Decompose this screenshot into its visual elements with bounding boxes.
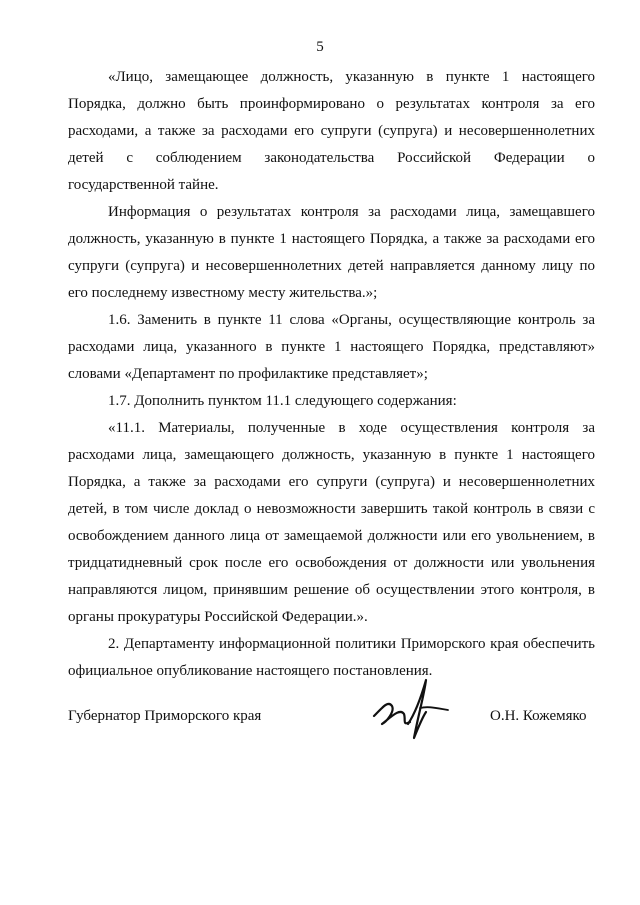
text-line: Информация о результатах контроля за расходами лица, замещавшего (108, 204, 595, 220)
text-line: тридцатидневный срок после его освобождения от должности или увольнения (68, 555, 595, 571)
page-number: 5 (316, 39, 324, 55)
text-line: словами «Департамент по профилактике представляет»; (68, 366, 428, 382)
text-line: должность, указанную в пункте 1 настоящего Порядка, а также за расходами его (68, 231, 595, 247)
text-line: расходами, а также за расходами его супруги (супруга) и несовершеннолетних (68, 123, 595, 139)
text-line: официальное опубликование настоящего постановления. (68, 663, 433, 679)
text-line: Порядка, а также за расходами его супруги (супруга) и несовершеннолетних (68, 474, 595, 490)
text-line: детей, в том числе доклад о невозможности завершить такой контроль в связи с (68, 501, 595, 517)
text-line: Порядка, должно быть проинформировано о результатах контроля за его (68, 96, 595, 112)
text-line: «11.1. Материалы, полученные в ходе осуществления контроля за (108, 420, 595, 436)
text-line: его последнему известному месту жительства.»; (68, 285, 378, 301)
text-line: 1.7. Дополнить пунктом 11.1 следующего содержания: (108, 393, 457, 409)
text-line: органы прокуратуры Российской Федерации.». (68, 609, 368, 625)
text-line: супруги (супруга) и несовершеннолетних детей направляется данному лицу по (68, 258, 595, 274)
text-line: 1.6. Заменить в пункте 11 слова «Органы, осуществляющие контроль за (108, 312, 595, 328)
text-line: «Лицо, замещающее должность, указанную в пункте 1 настоящего (108, 69, 595, 85)
text-line: государственной тайне. (68, 177, 219, 193)
text-line: расходами лица, замещающего должность, указанную в пункте 1 настоящего (68, 447, 595, 463)
signer-name: О.Н. Кожемяко (490, 708, 587, 724)
text-line: освобождением данного лица от замещаемой должности или его увольнением, в (68, 528, 595, 544)
text-line: детей с соблюдением законодательства Российской Федерации о (68, 150, 595, 166)
handwritten-signature (362, 672, 458, 744)
text-line: расходами лица, указанного в пункте 1 настоящего Порядка, представляют» (68, 339, 595, 355)
text-line: направляются лицом, принявшим решение об осуществлении этого контроля, в (68, 582, 595, 598)
text-line: 2. Департаменту информационной политики Приморского края обеспечить (108, 636, 595, 652)
signer-title: Губернатор Приморского края (68, 708, 262, 724)
